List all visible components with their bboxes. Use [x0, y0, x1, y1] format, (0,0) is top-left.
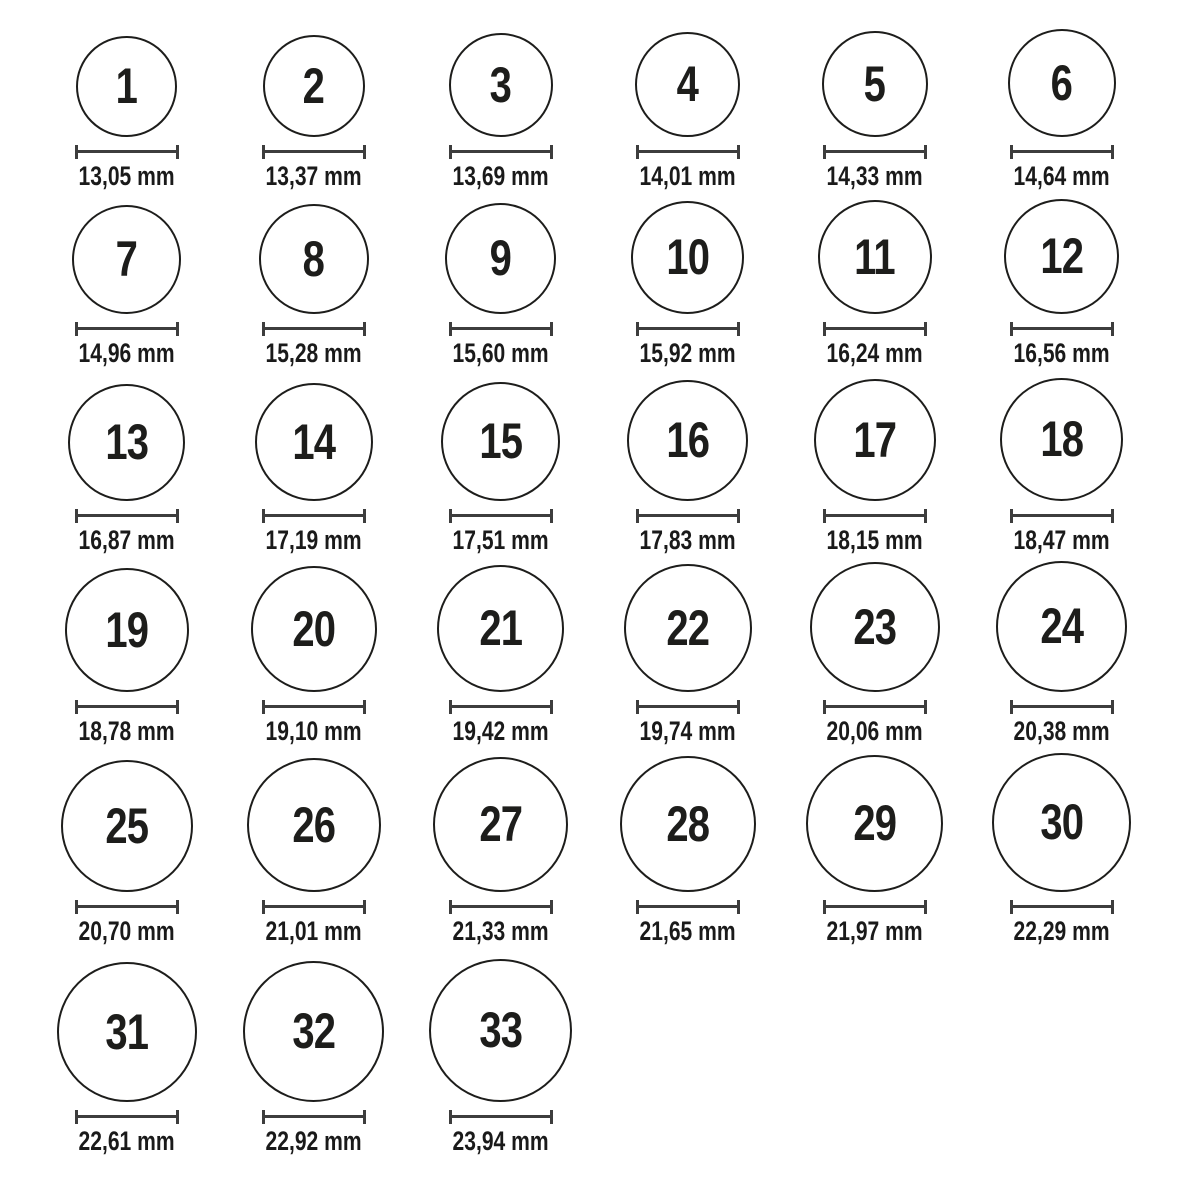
- ring-size-row: [33, 747, 1200, 947]
- ring-size-number: 7: [115, 231, 138, 288]
- diameter-ruler: [449, 1110, 553, 1124]
- diameter-label: 21,33 mm: [452, 915, 549, 946]
- diameter-label: 15,28 mm: [265, 337, 362, 368]
- ring-size-item: [33, 384, 220, 556]
- ring-circle: [61, 760, 193, 892]
- ring-size-item: [781, 379, 968, 556]
- ring-circle: [631, 201, 744, 314]
- ring-size-item: [33, 962, 220, 1157]
- diameter-ruler: [449, 900, 553, 914]
- diameter-label: 21,97 mm: [826, 915, 923, 946]
- diameter-label: 22,61 mm: [78, 1125, 175, 1156]
- ring-circle: [259, 204, 369, 314]
- diameter-label: 20,06 mm: [826, 715, 923, 746]
- diameter-label: 20,70 mm: [78, 915, 175, 946]
- ring-size-number: 12: [1040, 228, 1083, 285]
- ring-size-item: [33, 568, 220, 747]
- ring-size-item: [407, 959, 594, 1157]
- diameter-ruler: [823, 322, 927, 336]
- diameter-ruler: [75, 509, 179, 523]
- ring-circle: [255, 383, 373, 501]
- diameter-ruler: [449, 509, 553, 523]
- diameter-ruler: [1010, 900, 1114, 914]
- ring-size-item: [407, 382, 594, 556]
- diameter-ruler: [75, 1110, 179, 1124]
- ring-size-item: [594, 201, 781, 369]
- ring-size-number: 32: [292, 1003, 335, 1060]
- ring-circle: [437, 565, 564, 692]
- ring-size-row: [33, 0, 1200, 192]
- ring-size-number: 29: [853, 795, 896, 852]
- ring-circle: [818, 200, 932, 314]
- diameter-ruler: [1010, 322, 1114, 336]
- ring-circle: [263, 35, 365, 137]
- ring-size-item: [968, 29, 1155, 192]
- diameter-ruler: [262, 1110, 366, 1124]
- diameter-ruler: [636, 900, 740, 914]
- diameter-label: 13,37 mm: [265, 160, 362, 191]
- diameter-label: 18,15 mm: [826, 524, 923, 555]
- ring-size-row: [33, 192, 1200, 369]
- ring-size-item: [781, 755, 968, 947]
- ring-circle: [624, 564, 752, 692]
- diameter-label: 22,29 mm: [1013, 915, 1110, 946]
- diameter-ruler: [75, 700, 179, 714]
- ring-size-number: 14: [292, 413, 335, 470]
- diameter-label: 19,42 mm: [452, 715, 549, 746]
- diameter-ruler: [1010, 509, 1114, 523]
- ring-size-item: [220, 383, 407, 556]
- diameter-ruler: [449, 322, 553, 336]
- diameter-label: 16,24 mm: [826, 337, 923, 368]
- diameter-ruler: [1010, 145, 1114, 159]
- ring-size-item: [781, 31, 968, 192]
- ring-size-number: 5: [863, 55, 886, 112]
- ring-circle: [247, 758, 381, 892]
- diameter-label: 16,56 mm: [1013, 337, 1110, 368]
- diameter-ruler: [1010, 700, 1114, 714]
- ring-size-number: 19: [105, 601, 148, 658]
- diameter-label: 23,94 mm: [452, 1125, 549, 1156]
- ring-circle: [445, 203, 556, 314]
- diameter-label: 19,10 mm: [265, 715, 362, 746]
- diameter-label: 13,05 mm: [78, 160, 175, 191]
- ring-size-number: 9: [489, 230, 512, 287]
- diameter-label: 15,60 mm: [452, 337, 549, 368]
- ring-size-item: [407, 565, 594, 747]
- ring-size-row: [33, 947, 1200, 1157]
- diameter-label: 21,01 mm: [265, 915, 362, 946]
- diameter-ruler: [262, 700, 366, 714]
- ring-circle: [810, 562, 940, 692]
- diameter-label: 16,87 mm: [78, 524, 175, 555]
- ring-circle: [433, 757, 568, 892]
- diameter-label: 14,64 mm: [1013, 160, 1110, 191]
- ring-circle: [68, 384, 185, 501]
- diameter-ruler: [636, 145, 740, 159]
- diameter-ruler: [262, 900, 366, 914]
- diameter-label: 17,83 mm: [639, 524, 736, 555]
- diameter-ruler: [75, 900, 179, 914]
- ring-size-number: 2: [302, 57, 325, 114]
- ring-circle: [814, 379, 936, 501]
- ring-size-item: [968, 561, 1155, 747]
- ring-size-number: 23: [853, 598, 896, 655]
- diameter-ruler: [262, 509, 366, 523]
- diameter-label: 17,19 mm: [265, 524, 362, 555]
- ring-size-item: [594, 756, 781, 947]
- ring-size-number: 21: [479, 600, 522, 657]
- ring-size-number: 31: [105, 1003, 148, 1060]
- ring-size-number: 13: [105, 414, 148, 471]
- diameter-ruler: [449, 700, 553, 714]
- diameter-label: 18,47 mm: [1013, 524, 1110, 555]
- ring-size-item: [594, 32, 781, 192]
- ring-size-number: 6: [1050, 54, 1073, 111]
- ring-size-item: [33, 36, 220, 192]
- ring-size-number: 25: [105, 797, 148, 854]
- ring-size-item: [220, 758, 407, 947]
- ring-size-number: 17: [853, 411, 896, 468]
- diameter-label: 13,69 mm: [452, 160, 549, 191]
- ring-circle: [251, 566, 377, 692]
- diameter-label: 14,96 mm: [78, 337, 175, 368]
- diameter-label: 14,01 mm: [639, 160, 736, 191]
- ring-circle: [57, 962, 197, 1102]
- ring-size-number: 18: [1040, 411, 1083, 468]
- ring-circle: [627, 380, 748, 501]
- ring-size-item: [220, 566, 407, 747]
- ring-size-item: [407, 33, 594, 192]
- ring-size-number: 20: [292, 600, 335, 657]
- ring-circle: [996, 561, 1127, 692]
- ring-size-item: [968, 199, 1155, 369]
- diameter-label: 14,33 mm: [826, 160, 923, 191]
- diameter-ruler: [823, 509, 927, 523]
- ring-size-item: [33, 760, 220, 947]
- ring-circle: [65, 568, 189, 692]
- ring-circle: [620, 756, 756, 892]
- ring-size-item: [968, 378, 1155, 556]
- ring-circle: [806, 755, 943, 892]
- diameter-ruler: [75, 145, 179, 159]
- ring-size-number: 4: [676, 56, 699, 113]
- ring-size-item: [220, 204, 407, 369]
- ring-size-number: 33: [479, 1002, 522, 1059]
- ring-size-item: [781, 200, 968, 369]
- diameter-ruler: [823, 145, 927, 159]
- ring-size-item: [407, 757, 594, 947]
- diameter-ruler: [636, 509, 740, 523]
- diameter-ruler: [636, 700, 740, 714]
- ring-size-item: [594, 564, 781, 747]
- ring-size-item: [968, 753, 1155, 947]
- diameter-label: 21,65 mm: [639, 915, 736, 946]
- ring-circle: [1004, 199, 1119, 314]
- ring-size-number: 15: [479, 413, 522, 470]
- ring-size-item: [33, 205, 220, 369]
- diameter-label: 20,38 mm: [1013, 715, 1110, 746]
- ring-size-number: 11: [854, 228, 895, 285]
- ring-size-item: [220, 35, 407, 192]
- diameter-label: 18,78 mm: [78, 715, 175, 746]
- ring-size-number: 22: [666, 599, 709, 656]
- ring-circle: [1000, 378, 1123, 501]
- ring-circle: [76, 36, 177, 137]
- diameter-ruler: [262, 322, 366, 336]
- ring-size-number: 3: [489, 56, 512, 113]
- ring-size-row: [33, 369, 1200, 556]
- ring-size-number: 27: [479, 796, 522, 853]
- diameter-ruler: [636, 322, 740, 336]
- ring-circle: [429, 959, 572, 1102]
- diameter-label: 19,74 mm: [639, 715, 736, 746]
- diameter-label: 22,92 mm: [265, 1125, 362, 1156]
- ring-size-row: [33, 556, 1200, 747]
- diameter-ruler: [449, 145, 553, 159]
- ring-circle: [992, 753, 1131, 892]
- ring-size-number: 30: [1040, 794, 1083, 851]
- ring-size-item: [594, 380, 781, 556]
- ring-size-item: [407, 203, 594, 369]
- diameter-ruler: [75, 322, 179, 336]
- ring-circle: [822, 31, 928, 137]
- ring-circle: [72, 205, 181, 314]
- ring-size-number: 26: [292, 796, 335, 853]
- ring-circle: [243, 961, 384, 1102]
- ring-size-number: 10: [666, 229, 709, 286]
- ring-circle: [441, 382, 560, 501]
- ring-size-number: 24: [1040, 598, 1083, 655]
- ring-circle: [1008, 29, 1116, 137]
- ring-size-number: 16: [666, 412, 709, 469]
- ring-size-number: 1: [115, 58, 138, 115]
- ring-size-item: [781, 562, 968, 747]
- ring-circle: [449, 33, 553, 137]
- ring-size-number: 8: [302, 230, 325, 287]
- ring-size-item: [220, 961, 407, 1157]
- diameter-ruler: [823, 700, 927, 714]
- diameter-ruler: [262, 145, 366, 159]
- diameter-label: 17,51 mm: [452, 524, 549, 555]
- ring-circle: [635, 32, 740, 137]
- diameter-label: 15,92 mm: [639, 337, 736, 368]
- diameter-ruler: [823, 900, 927, 914]
- ring-size-number: 28: [666, 795, 709, 852]
